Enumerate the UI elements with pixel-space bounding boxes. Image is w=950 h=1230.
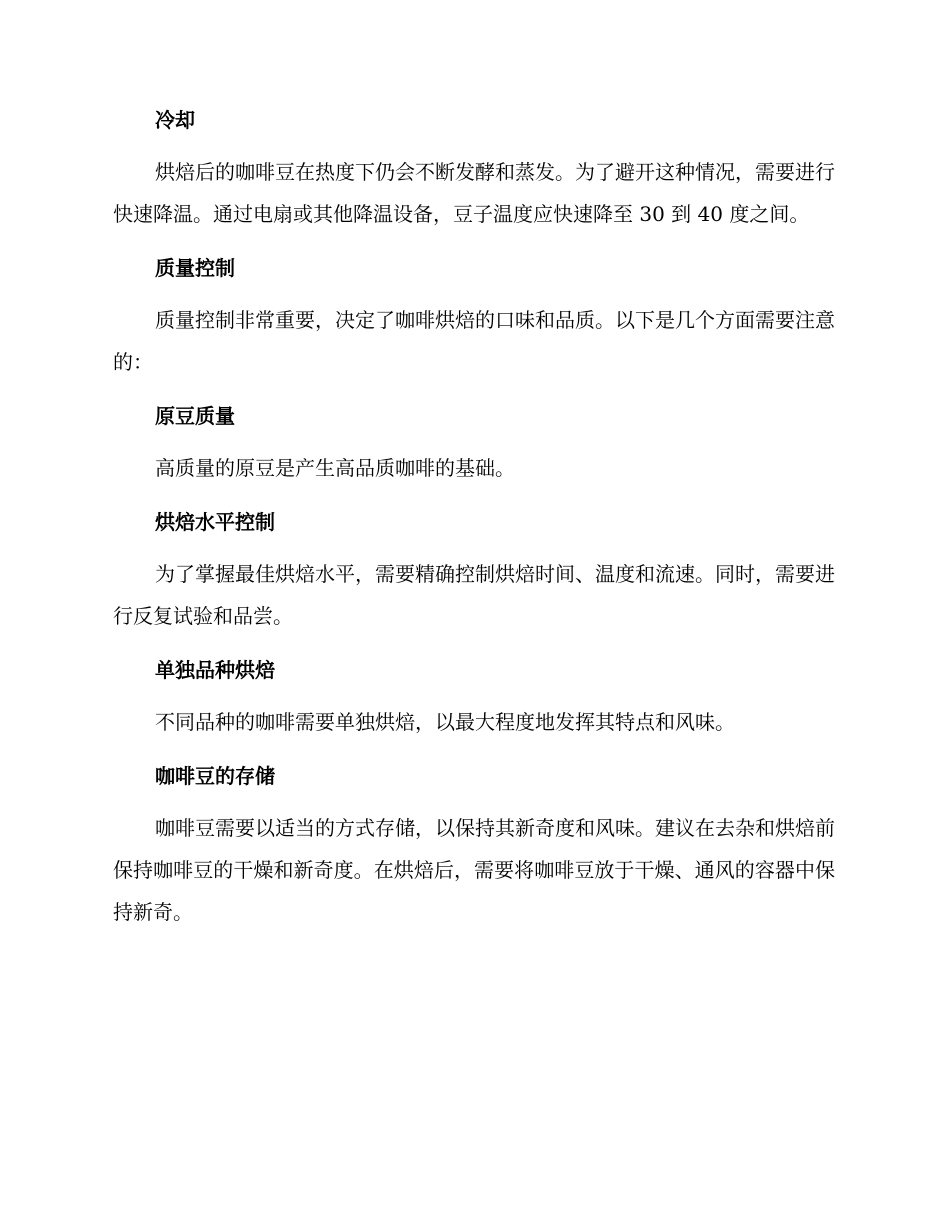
section-heading-bean-storage: 咖啡豆的存储	[155, 764, 275, 788]
section-heading-raw-bean-quality: 原豆质量	[155, 404, 235, 428]
section-heading-quality-control: 质量控制	[155, 256, 235, 280]
section-body-raw-bean-quality: 高质量的原豆是产生高品质咖啡的基础。	[155, 456, 515, 480]
section-heading-single-variety-roasting: 单独品种烘焙	[155, 658, 275, 682]
section-body-roast-level-control: 为了掌握最佳烘焙水平，需要精确控制烘焙时间、温度和流速。同时，需要进行反复试验和品尝。	[113, 562, 835, 628]
section-heading-cooling: 冷却	[155, 108, 195, 132]
section-body-quality-control: 质量控制非常重要，决定了咖啡烘焙的口味和品质。以下是几个方面需要注意的：	[113, 308, 835, 374]
section-heading-roast-level-control: 烘焙水平控制	[155, 510, 275, 534]
section-body-single-variety-roasting: 不同品种的咖啡需要单独烘焙，以最大程度地发挥其特点和风味。	[155, 710, 735, 734]
section-body-bean-storage: 咖啡豆需要以适当的方式存储，以保持其新奇度和风味。建议在去杂和烘焙前保持咖啡豆的干燥和新奇度。在烘焙后，需要将咖啡豆放于干燥、通风的容器中保持新奇。	[113, 816, 835, 924]
document-page	[113, 105, 835, 951]
section-body-cooling: 烘焙后的咖啡豆在热度下仍会不断发酵和蒸发。为了避开这种情况，需要进行快速降温。通过电扇或其他降温设备，豆子温度应快速降至 30 到 40 度之间。	[113, 160, 835, 226]
